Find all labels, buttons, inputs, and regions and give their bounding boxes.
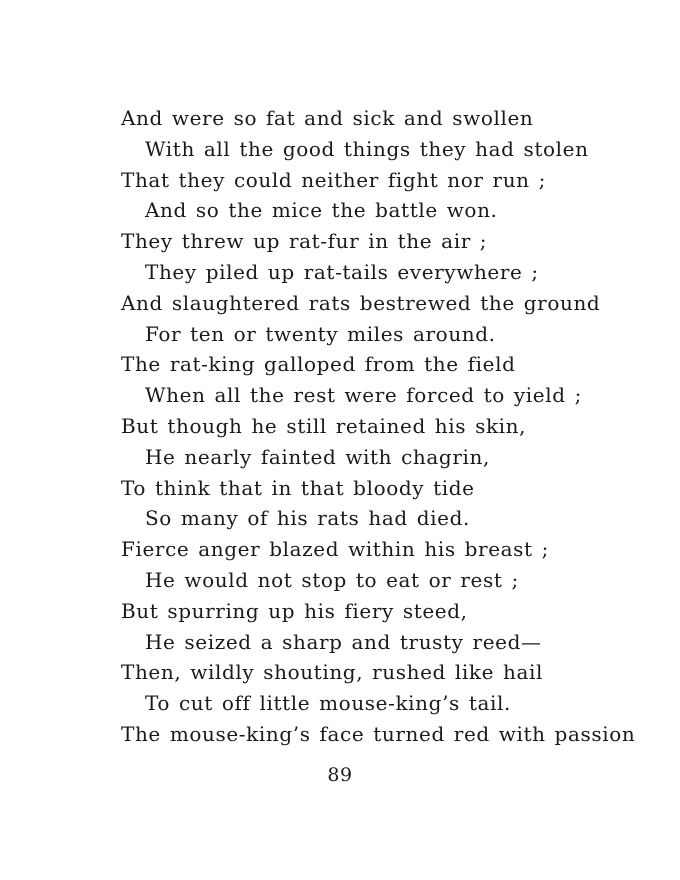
poem-line: But spurring up his fiery steed, <box>121 598 468 623</box>
poem-line: They piled up rat-tails everywhere ; <box>145 259 539 284</box>
poem-line: With all the good things they had stolen <box>145 136 589 161</box>
poem-line: So many of his rats had died. <box>145 506 470 531</box>
page-number: 89 <box>327 764 353 786</box>
poem-line: He would not stop to eat or rest ; <box>145 567 519 592</box>
poem-line: That they could neither fight nor run ; <box>121 167 546 192</box>
poem-line: Then, wildly shouting, rushed like hail <box>121 660 544 685</box>
poem-line: They threw up rat-fur in the air ; <box>121 229 488 254</box>
poem-line: And so the mice the battle won. <box>145 198 498 223</box>
poem-line: He seized a sharp and trusty reed— <box>145 629 542 654</box>
poem-line: He nearly fainted with chagrin, <box>145 444 490 469</box>
poem-line: The rat-king galloped from the field <box>121 352 516 377</box>
poem-line: To think that in that bloody tide <box>121 475 475 500</box>
poem-line: Fierce anger blazed within his breast ; <box>121 537 549 562</box>
poem-line: But though he still retained his skin, <box>121 413 527 438</box>
poem-line: And slaughtered rats bestrewed the ground <box>121 290 601 315</box>
poem-text <box>121 103 661 750</box>
poem-line: When all the rest were forced to yield ; <box>145 383 582 408</box>
poem-line: The mouse-king’s face turned red with passion <box>121 721 636 746</box>
poem-line: To cut off little mouse-king’s tail. <box>145 691 511 716</box>
poem-line: And were so fat and sick and swollen <box>121 106 534 130</box>
poem-line: For ten or twenty miles around. <box>145 321 496 346</box>
